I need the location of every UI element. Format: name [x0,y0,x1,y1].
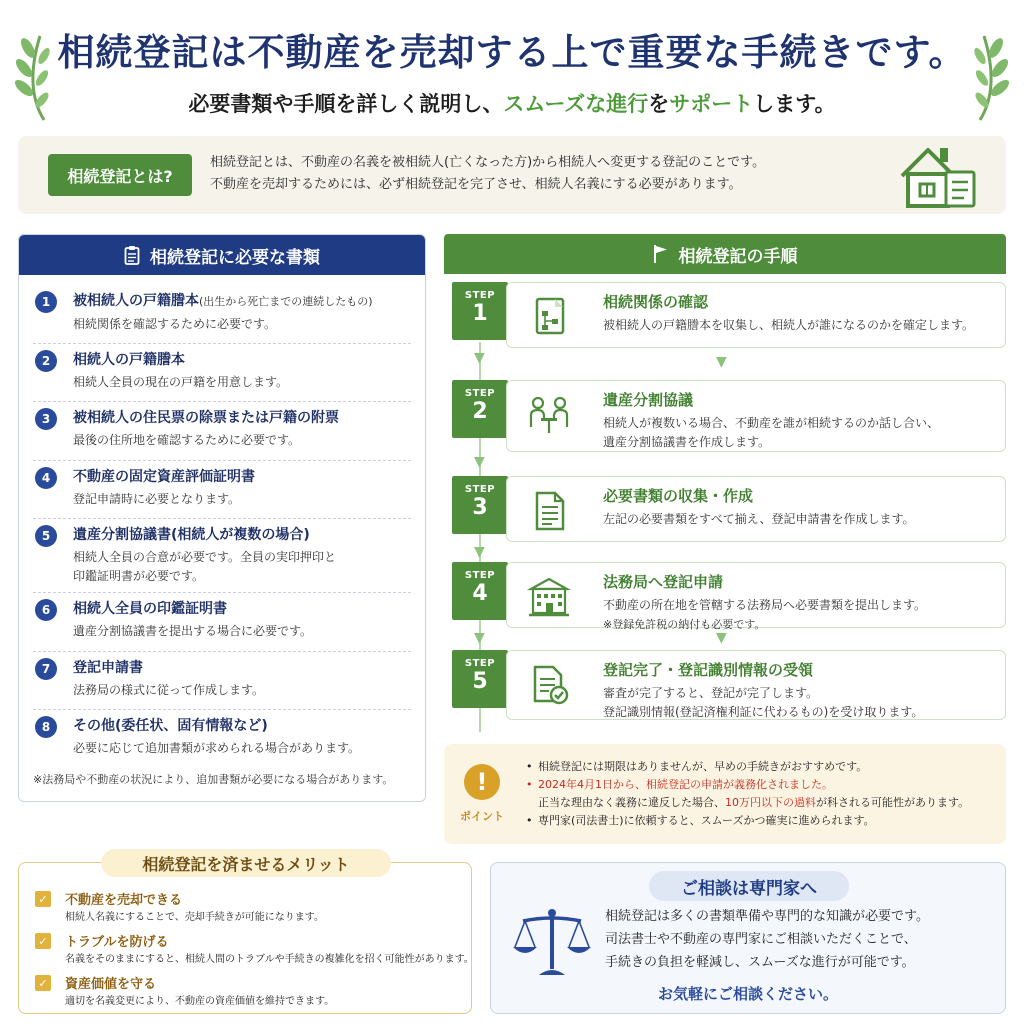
list-item: 8 その他(委任状、固有情報など) 必要に応じて追加書類が求められる場合があります。 [33,710,411,769]
page-subtitle: 必要書類や手順を詳しく説明し、スムーズな進行をサポートします。 [188,92,836,116]
number-badge: 5 [35,525,57,547]
list-item: 7 登記申請書 法務局の様式に従って作成します。 [33,652,411,711]
documents-list [19,275,425,769]
required-documents-panel [18,234,426,802]
consultation-text: 相続登記は多くの書類準備や専門的な知識が必要です。 司法書士や不動産の専門家にご相談いただくことで、 手続きの負担を軽減し、スムーズな進行が可能です。 [605,909,929,970]
flag-icon [653,244,669,264]
number-badge: 3 [35,408,57,430]
number-badge: 4 [35,467,57,489]
arrow-down-icon: ▼ [716,354,727,370]
checkmark-icon: ✓ [35,975,51,991]
scales-of-justice-icon [511,905,593,979]
step-badge: STEP 2 [452,380,508,438]
number-badge: 7 [35,658,57,680]
consultation-panel [490,862,1006,1014]
header [0,0,1024,130]
number-badge: 1 [35,291,57,313]
point-panel [444,744,1006,844]
arrow-down-icon: ▼ [474,630,485,646]
procedure-heading: 相続登記の手順 [444,234,1006,274]
checkmark-icon: ✓ [35,933,51,949]
exclamation-icon: ! [464,764,500,800]
number-badge: 8 [35,716,57,738]
intro-badge: 相続登記とは? [48,154,192,196]
documents-heading: 相続登記に必要な書類 [19,235,425,275]
meeting-icon [527,393,571,437]
document-check-icon [527,663,571,707]
number-badge: 2 [35,350,57,372]
family-tree-document-icon [527,295,571,339]
intro-panel [18,136,1006,214]
list-item: 5 遺産分割協議書(相続人が複数の場合) 相続人全員の合意が必要です。全員の実印押印と 印鑑証明書が必要です。 [33,519,411,593]
arrow-down-icon: ▼ [716,630,727,646]
list-item: 2 相続人の戸籍謄本 相続人全員の現在の戸籍を用意します。 [33,344,411,403]
arrow-down-icon: ▼ [474,454,485,470]
page-title: 相続登記は不動産を売却する上で重要な手続きです。 [57,30,967,74]
list-item: 4 不動産の固定資産評価証明書 登記申請時に必要となります。 [33,461,411,520]
checkmark-icon: ✓ [35,891,51,907]
consultation-heading: ご相談は専門家へ [649,871,849,901]
list-item: 1 被相続人の戸籍謄本(出生から死亡までの連続したもの) 相続関係を確認するために必要です。 [33,285,411,344]
house-document-icon [896,142,978,210]
document-icon [527,489,571,533]
step-badge: STEP 5 [452,650,508,708]
list-item: 3 被相続人の住民票の除票または戸籍の附票 最後の住所地を確認するために必要です。 [33,402,411,461]
step-badge: STEP 4 [452,562,508,620]
point-list: • 相続登記には期限はありませんが、早めの手続きがおすすめです。 • 2024年4月1日から、相続登記の申請が義務化されました。 正当な理由なく義務に違反した場合、10万円以下の過料が科される可能性があります。 • 専門家(司法書士)に依頼すると、スムーズかつ確実に進められます。 [526,758,969,830]
clipboard-icon [124,245,140,265]
arrow-down-icon: ▼ [474,544,485,560]
intro-text: 相続登記とは、不動産の名義を被相続人(亡くなった方)から相続人へ変更する登記のことです。 不動産を売却するためには、必ず相続登記を完了させ、相続人名義にする必要があります。 [210,155,766,192]
step-badge: STEP 1 [452,282,508,340]
merit-heading: 相続登記を済ませるメリット [101,849,391,877]
consultation-cta: お気軽にご相談ください。 [657,985,838,1003]
point-label: ポイント [460,810,504,823]
merit-panel: 相続登記を済ませるメリット ✓ 不動産を売却できる 相続人名義にすることで、売却手続きが可能になります。 ✓ トラブルを防げる 名義をそのままにすると、相続人間のトラブルや手続きの複雑化を招く可能性があります。 ✓ 資産価値を守る 適切を名義変更により、不動産の資産価値を維持できます。 [18,862,472,1014]
government-building-icon [527,575,571,619]
list-item: 6 相続人全員の印鑑証明書 遺産分割協議書を提出する場合に必要です。 [33,593,411,652]
arrow-down-icon: ▼ [474,350,485,366]
documents-note: ※法務局や不動産の状況により、追加書類が必要になる場合があります。 [33,773,394,786]
step-badge: STEP 3 [452,476,508,534]
procedure-panel: 相続登記の手順 STEP 1 相続関係の確認 被相続人の戸籍謄本を収集し、相続人が誰になるのかを確定します。 ▼ ▼ STEP 2 遺産分割協議 相続人が複数いる場合、不動産を誰が相続するのか話し合い、 遺産分割協議書を作成します。 ▼ STEP 3 必要書類の収集・作成 左記の必要書類をすべて揃え、登記申請書を作成します。 ▼ STEP 4 法務局へ登記申請 不動産の所在地を管轄する法務局へ必要書類を提出します。 ※登録免許税の納付も必要です。 ▼ ▼ STEP 5 登記完了・登記識別情報の受領 審査が完了すると、登記が完了します。 登記識別情報(登記済権利証に代わるもの)を受け取ります。 [444,234,1006,734]
number-badge: 6 [35,599,57,621]
